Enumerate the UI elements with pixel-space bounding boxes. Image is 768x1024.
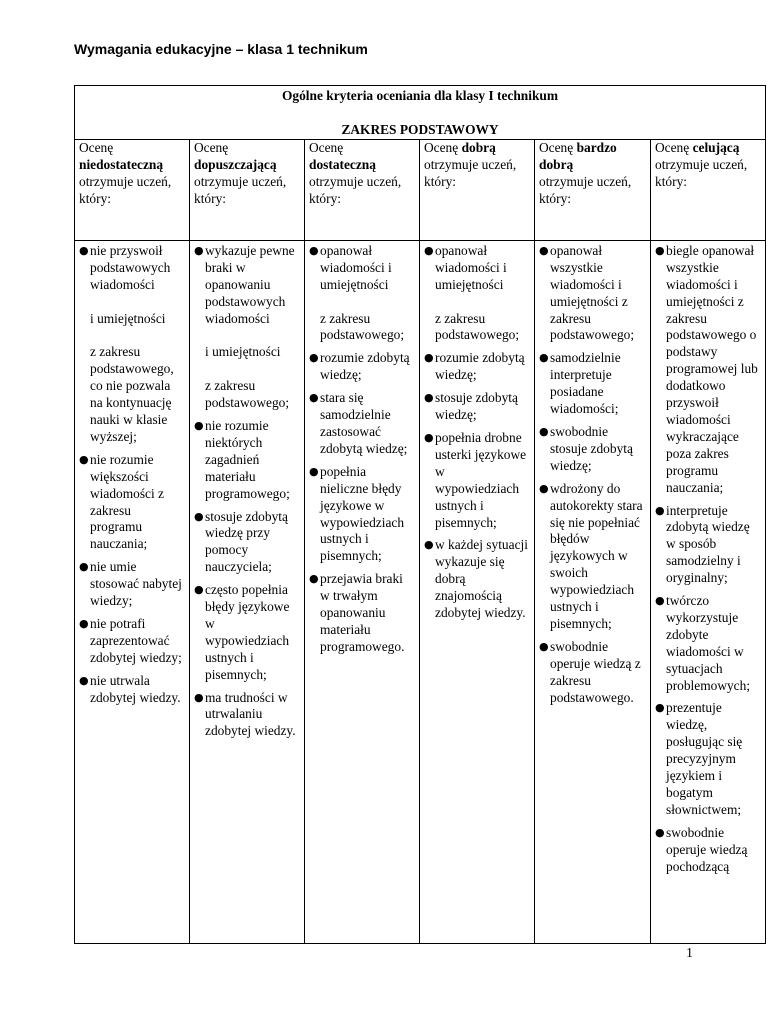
criteria-item [309,243,415,344]
header-rest: otrzymuje uczeń, który: [194,173,287,206]
criteria-item [79,243,185,446]
grading-criteria-table [74,85,766,944]
header-prefix: Ocenę [424,139,459,155]
criteria-item [655,825,761,876]
header-cell-dobra [420,139,535,240]
criteria-item [655,593,761,694]
header-grade: dostateczną [309,156,376,172]
criteria-item [655,503,761,588]
criteria-item [424,390,530,424]
header-cell-dostateczna [305,139,420,240]
criteria-item-text: popełnia nieliczne błędy językowe w wypowiedziach ustnych i pisemnych; [320,463,408,564]
criteria-cell-dobra [420,240,535,943]
criteria-item-text: swobodnie operuje wiedzą pochodzącą [666,824,751,874]
criteria-item [194,690,300,741]
header-rest: otrzymuje uczeń, który: [79,173,172,206]
table-criteria-row [75,240,766,943]
table-title-cell [75,86,766,140]
criteria-item [194,582,300,683]
criteria-item [194,509,300,577]
criteria-item-text: swobodnie stosuje zdobytą wiedzę; [550,423,637,473]
criteria-item-text: interpretuje zdobytą wiedzę w sposób samodzielny i oryginalny; [666,502,754,586]
criteria-cell-dopuszczajaca [190,240,305,943]
header-prefix: Ocenę [655,139,690,155]
criteria-item-text: popełnia drobne usterki językowe w wypowiedziach ustnych i pisemnych; [435,429,530,530]
header-grade: dopuszczającą [194,156,277,172]
criteria-item [424,350,530,384]
criteria-item-text: opanował wiadomości i umiejętności z zakresu podstawowego; [435,242,520,343]
criteria-item [424,243,530,344]
criteria-item [79,673,185,707]
header-rest: otrzymuje uczeń, który: [424,156,517,189]
header-grade: bardzo dobrą [539,139,617,172]
criteria-item-text: wdrożony do autokorekty stara się nie popełniać błędów językowych w swoich wypowiedziach ustnych i pisemnych; [550,480,646,631]
criteria-list [539,243,646,707]
criteria-item [539,243,646,344]
header-cell-dopuszczajaca [190,139,305,240]
criteria-item [424,537,530,622]
header-cell-niedostateczna [75,139,190,240]
header-rest: otrzymuje uczeń, który: [309,173,402,206]
criteria-item [539,424,646,475]
criteria-list [655,243,761,876]
criteria-item [539,350,646,418]
table-subtitle: ZAKRES PODSTAWOWY [341,122,499,137]
criteria-item-text: w każdej sytuacji wykazuje się dobrą znajomością zdobytej wiedzy. [435,537,532,621]
criteria-item [309,464,415,565]
criteria-item-text: biegle opanował wszystkie wiadomości i umiejętności z zakresu podstawowego o podstawy programowej lub dodatkowo przyswoił wiadomości wykraczające poza zakres programu nauczania; [666,242,762,495]
criteria-cell-dostateczna [305,240,420,943]
criteria-item-text: wykazuje pewne braki w opanowaniu podstawowych wiadomości i umiejętności z zakresu podstawowego; [205,242,295,411]
header-grade: dobrą [461,139,496,155]
criteria-cell-bardzo-dobra [535,240,651,943]
criteria-item [194,418,300,503]
criteria-item [655,243,761,497]
criteria-list [194,243,300,740]
criteria-list [424,243,530,622]
document-heading: Wymagania edukacyjne – klasa 1 technikum [74,41,368,57]
header-rest: otrzymuje uczeń, który: [655,156,748,189]
criteria-list [309,243,415,656]
criteria-item-text: ma trudności w utrwalaniu zdobytej wiedzy. [205,689,296,739]
header-cell-bardzo-dobra [535,139,651,240]
header-grade: celującą [692,139,740,155]
header-cell-celujaca [651,139,766,240]
page-number: 1 [686,946,693,961]
criteria-cell-niedostateczna [75,240,190,943]
criteria-item-text: stosuje zdobytą wiedzę przy pomocy nauczyciela; [205,508,292,575]
header-prefix: Ocenę [309,139,344,155]
criteria-item-text: stara się samodzielnie zastosować zdobytą wiedzę; [320,390,408,456]
criteria-item-text: nie rozumie większości wiadomości z zakresu programu nauczania; [90,451,168,552]
criteria-item [539,639,646,707]
table-header-row [75,139,766,240]
criteria-item [309,390,415,458]
criteria-item [655,700,761,818]
criteria-item [79,559,185,610]
criteria-item [194,243,300,412]
criteria-item-text: nie przyswoił podstawowych wiadomości i umiejętności z zakresu podstawowego, co nie pozwala na kontynuację nauki w klasie wyższej; [90,242,174,444]
criteria-item-text: rozumie zdobytą wiedzę; [320,350,413,383]
criteria-item-text: nie utrwala zdobytej wiedzy. [90,672,181,705]
header-prefix: Ocenę [194,139,229,155]
table-title: Ogólne kryteria oceniania dla klasy I technikum [282,88,559,103]
criteria-item [424,430,530,531]
criteria-item-text: prezentuje wiedzę, posługując się precyzyjnym językiem i bogatym słownictwem; [666,700,746,817]
table-title-row [75,86,766,140]
header-prefix: Ocenę [539,139,574,155]
criteria-item-text: samodzielnie interpretuje posiadane wiadomości; [550,350,625,417]
criteria-item-text: opanował wiadomości i umiejętności z zakresu podstawowego; [320,242,405,343]
criteria-item [79,616,185,667]
header-grade: niedostateczną [79,156,164,172]
header-rest: otrzymuje uczeń, który: [539,173,632,206]
criteria-cell-celujaca [651,240,766,943]
criteria-item-text: nie rozumie niektórych zagadnień materiału programowego; [205,417,290,501]
criteria-item-text: nie potrafi zaprezentować zdobytej wiedzy; [90,615,182,665]
criteria-item-text: opanował wszystkie wiadomości i umiejętności z zakresu podstawowego; [550,242,635,343]
criteria-item-text: rozumie zdobytą wiedzę; [435,350,528,383]
criteria-list [79,243,185,707]
criteria-item-text: często popełnia błędy językowe w wypowiedziach ustnych i pisemnych; [205,582,293,682]
header-prefix: Ocenę [79,139,114,155]
criteria-item-text: przejawia braki w trwałym opanowaniu materiału programowego. [320,571,407,654]
criteria-item-text: nie umie stosować nabytej wiedzy; [90,559,186,609]
criteria-item-text: stosuje zdobytą wiedzę; [435,390,522,423]
criteria-item [309,571,415,656]
criteria-item-text: twórczo wykorzystuje zdobyte wiadomości w sytuacjach problemowych; [666,593,751,693]
criteria-item-text: swobodnie operuje wiedzą z zakresu podstawowego. [550,638,645,705]
criteria-item [309,350,415,384]
criteria-item [539,481,646,633]
criteria-item [79,452,185,553]
